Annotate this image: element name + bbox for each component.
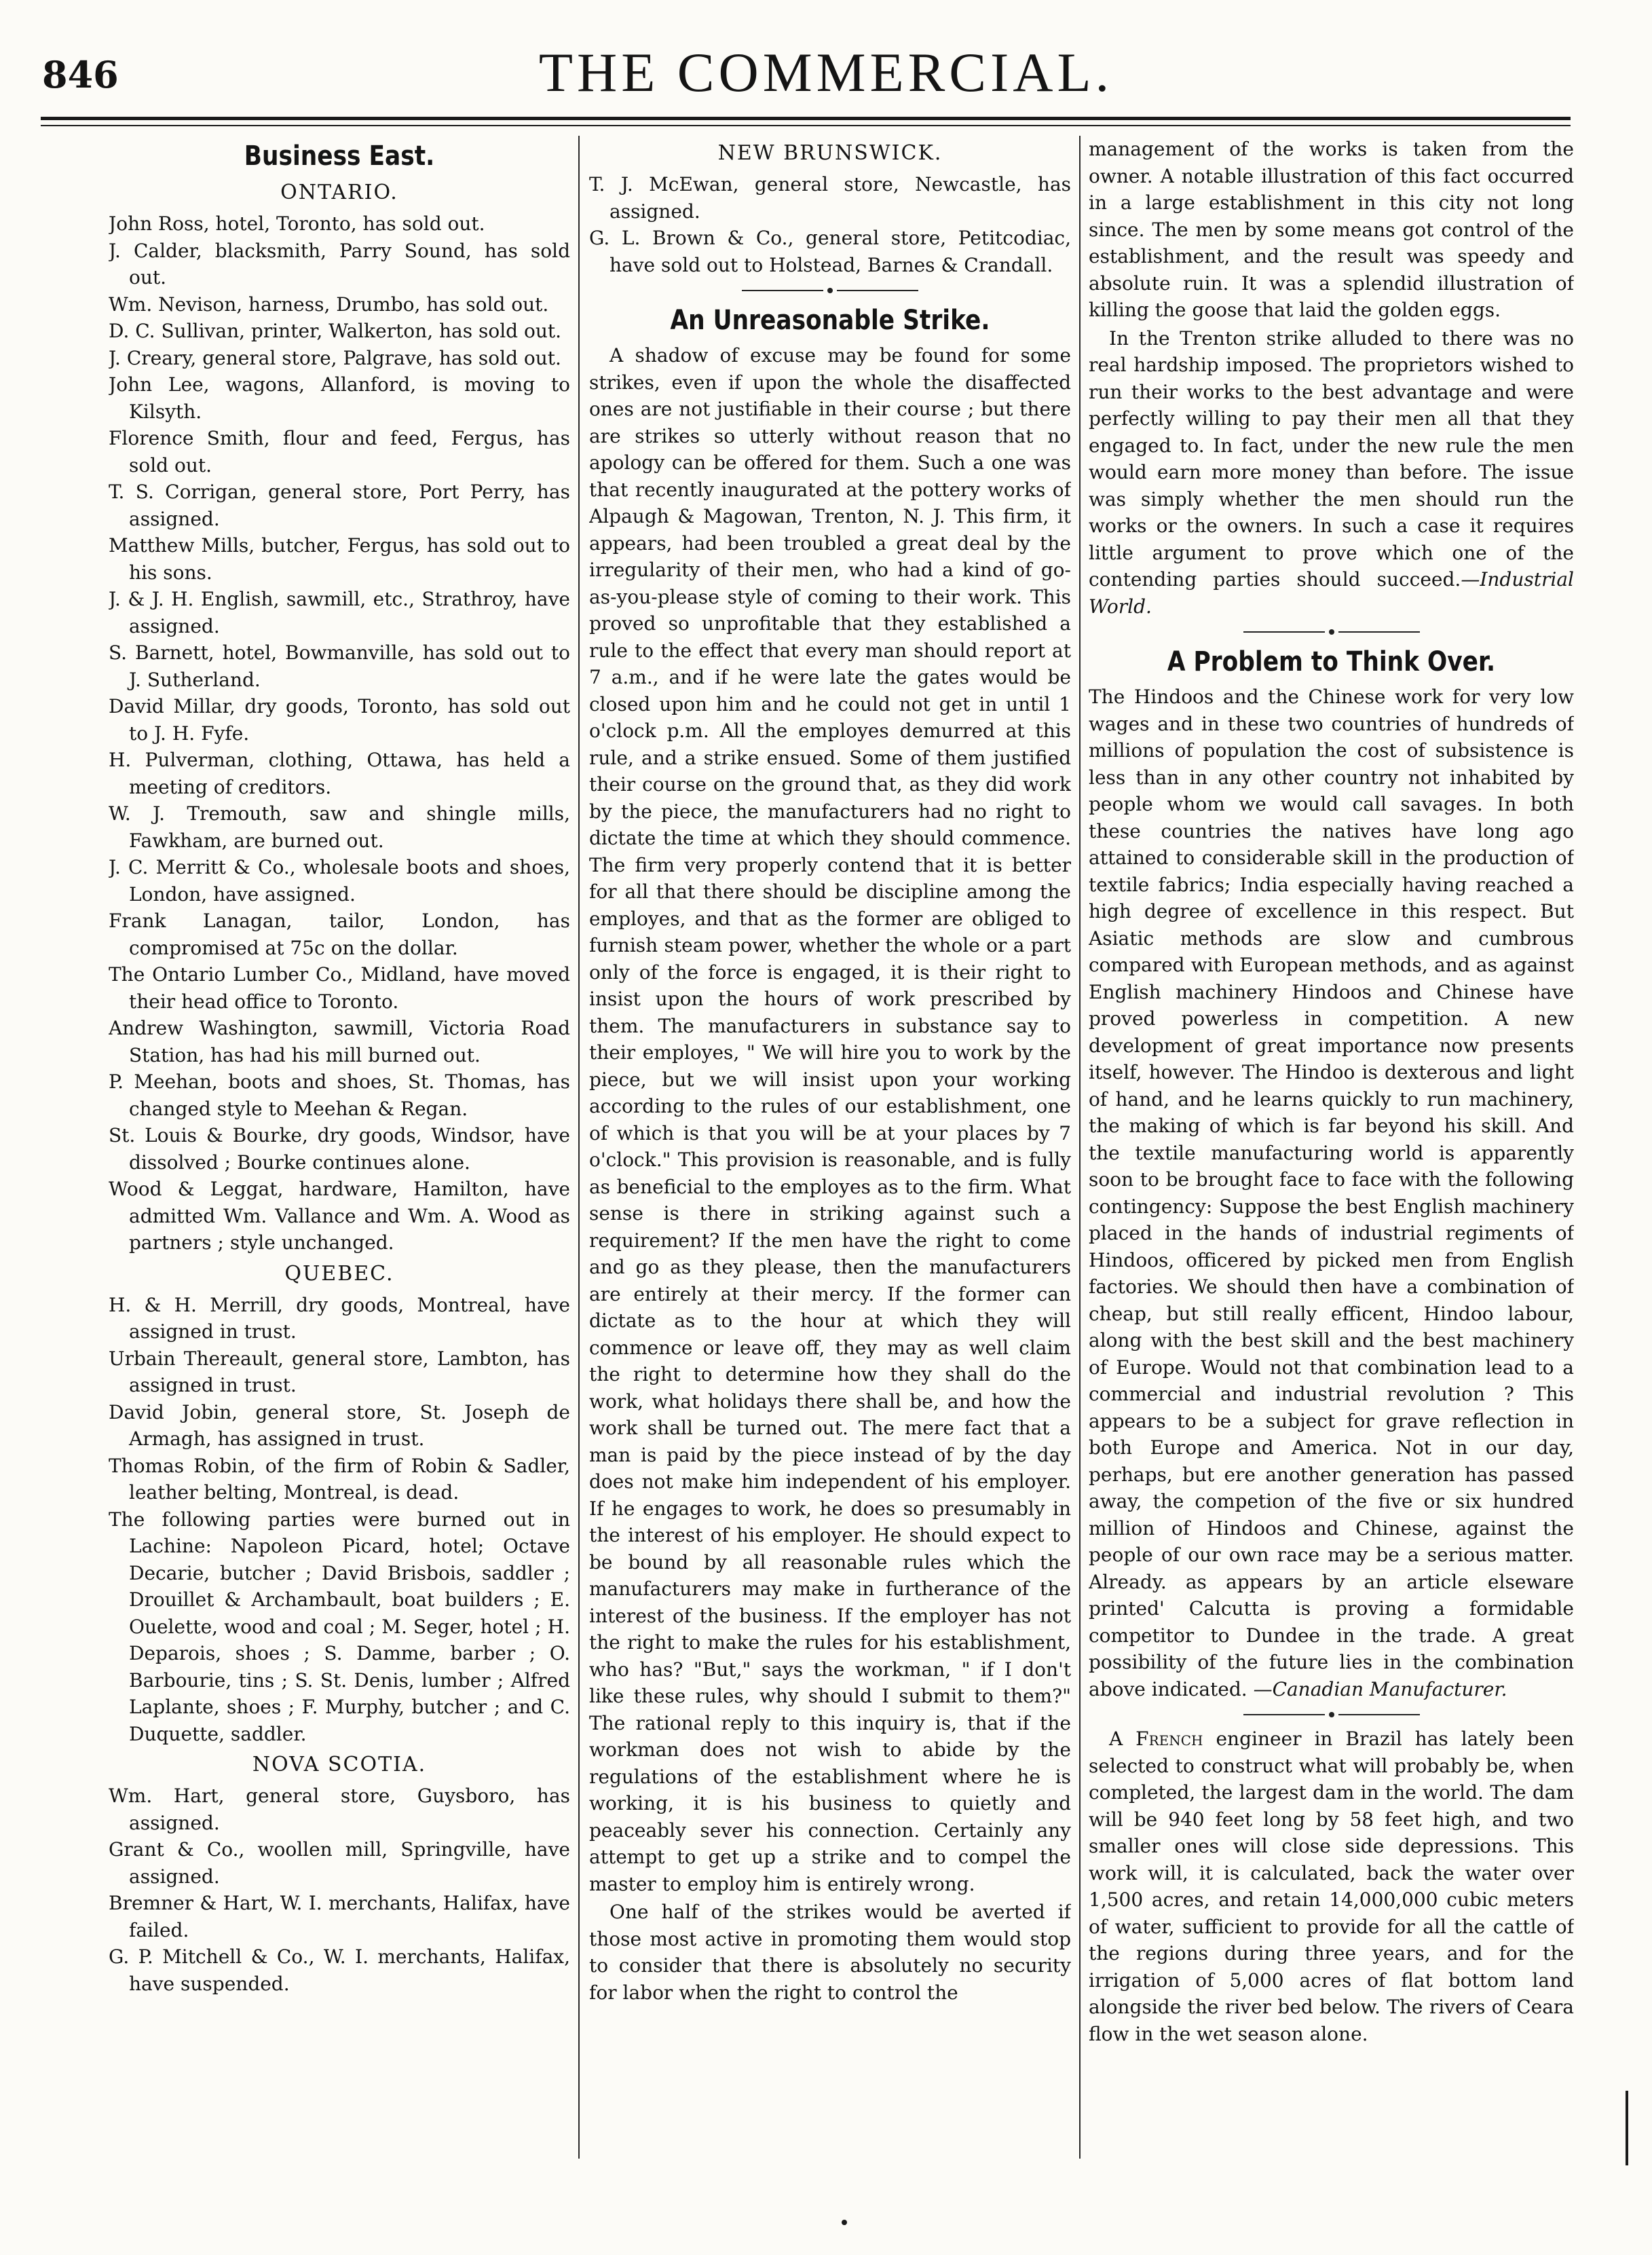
section-ornament xyxy=(1089,1707,1574,1720)
list-item: D. C. Sullivan, printer, Walkerton, has sold out. xyxy=(109,320,562,342)
list-item: T. J. McEwan, general store, Newcastle, has assigned. xyxy=(589,173,1071,223)
list-item: Wm. Nevison, harness, Drumbo, has sold out. xyxy=(109,293,549,316)
column-divider xyxy=(578,136,580,2159)
article-paragraph: management of the works is taken from the owner. A notable illustration of this fact occurred in a large establishment in this city not long since. The men by some means got control of the establishment, and the result was speedy and absolute ruin. It was a splendid illustration of killing the goose that laid the golden eggs. xyxy=(1089,138,1574,321)
article-title-unreasonable-strike: An Unreasonable Strike. xyxy=(670,305,990,336)
list-item: Wm. Hart, general store, Guysboro, has assigned. xyxy=(109,1785,570,1834)
article-title-problem: A Problem to Think Over. xyxy=(1167,646,1496,677)
article-paragraph-text: In the Trenton strike alluded to there was no real hardship imposed. The proprietors wished to run their works to the best advantage and were perfectly willing to pay their men all that they engaged to. In fact, under the new rule the men would earn more money than before. The issue was simply whether the men should run the works or the owners. In such a case it requires little argument to prove which one of the contending parties should succeed. xyxy=(1089,327,1574,591)
article-source: —Canadian Manufacturer. xyxy=(1253,1677,1507,1700)
column-right xyxy=(1089,136,1574,2186)
list-item: G. P. Mitchell & Co., W. I. merchants, Halifax, have suspended. xyxy=(109,1945,570,1995)
column-business-east xyxy=(109,136,570,2186)
subsection-nova-scotia: NOVA SCOTIA. xyxy=(252,1753,427,1776)
column-center xyxy=(589,136,1071,2186)
article-paragraph-text: The Hindoos and the Chinese work for very low wages and in these two countries of hundreds of millions of population the cost of subsistence is less than in any other country not inhabited by people whom we would call savages. In both these countries the natives have long ago attained to considerable skill in the production of textile fabrics; India especially having reached a high degree of excellence in this respect. But Asiatic methods are slow and cumbrous compared with European methods, and as against English machinery Hindoos and Chinese have proved powerless in competition. A new development of great importance now presents itself, however. The Hindoo is dexterous and light of hand, and he learns quickly to run machinery, the making of which is far beyond his skill. And the textile manufacturing world is apparently soon to be brought face to face with the following contingency: Suppose the best English machinery placed in the hands of industrial regiments of Hindoos, officered by picked men from English factories. We should then have a combination of cheap, but still really efficent, Hindoo labour, along with the best skill and the best machinery of Europe. Would not that combination lead to a commercial and industrial revolution ? This appears to be a subject for grave reflection in both Europe and America. Not in our day, perhaps, but ere another generation has passed away, the competion of the five or six hundred million of Hindoos and Chinese, against the people of our own race may be a serious matter. Already. as appears by an article elseware printed' Calcutta is proving a formidable competitor to Dundee in the trade. A great possibility of the future lies in the combination above indicated. xyxy=(1089,686,1574,1700)
masthead-rule xyxy=(41,117,1571,120)
lead-in: A French xyxy=(1109,1728,1203,1750)
list-item: The Ontario Lumber Co., Midland, have moved their head office to Toronto. xyxy=(109,963,570,1013)
list-item: G. L. Brown & Co., general store, Petitcodiac, have sold out to Holstead, Barnes & Crandall. xyxy=(589,227,1071,276)
section-title-business-east: Business East. xyxy=(244,141,435,172)
article-paragraph: One half of the strikes would be averted if those most active in promoting them would stop to consider that there is absolutely no security for labor when the right to control the xyxy=(589,1901,1071,2004)
list-item: Wood & Leggat, hardware, Hamilton, have admitted Wm. Vallance and Wm. A. Wood as partners ; style unchanged. xyxy=(109,1178,570,1254)
list-item: David Millar, dry goods, Toronto, has sold out to J. H. Fyfe. xyxy=(109,695,570,745)
list-item: Andrew Washington, sawmill, Victoria Road Station, has had his mill burned out. xyxy=(109,1017,570,1066)
list-item: Florence Smith, flour and feed, Fergus, has sold out. xyxy=(109,427,570,477)
list-item: Grant & Co., woollen mill, Springville, have assigned. xyxy=(109,1838,570,1888)
list-item: J. Calder, blacksmith, Parry Sound, has sold out. xyxy=(109,239,570,288)
column-divider xyxy=(1079,136,1081,2159)
list-item: John Ross, hotel, Toronto, has sold out. xyxy=(109,212,485,235)
list-item: Urbain Thereault, general store, Lambton, has assigned in trust. xyxy=(109,1347,570,1396)
masthead-title: THE COMMERCIAL. xyxy=(538,41,1114,103)
list-item: Thomas Robin, of the firm of Robin & Sadler, leather belting, Montreal, is dead. xyxy=(109,1454,570,1504)
list-item: S. Barnett, hotel, Bowmanville, has sold out to J. Sutherland. xyxy=(109,641,570,691)
article-paragraph xyxy=(1089,325,1574,620)
list-item: Matthew Mills, butcher, Fergus, has sold out to his sons. xyxy=(109,534,570,584)
list-item: T. S. Corrigan, general store, Port Perry, has assigned. xyxy=(109,481,570,530)
article-paragraph xyxy=(1089,1726,1574,2047)
article-source: —Industrial World. xyxy=(1089,568,1574,618)
section-ornament xyxy=(1089,624,1574,637)
list-item: Frank Lanagan, tailor, London, has compromised at 75c on the dollar. xyxy=(109,910,570,959)
list-item: Bremner & Hart, W. I. merchants, Halifax, have failed. xyxy=(109,1892,570,1941)
list-item: P. Meehan, boots and shoes, St. Thomas, has changed style to Meehan & Regan. xyxy=(109,1070,570,1120)
subsection-quebec: QUEBEC. xyxy=(284,1261,394,1286)
article-paragraph xyxy=(1089,684,1574,1702)
margin-dot xyxy=(842,2220,847,2225)
list-item: John Lee, wagons, Allanford, is moving to Kilsyth. xyxy=(109,373,570,423)
page-number: 846 xyxy=(42,53,119,96)
list-item: W. J. Tremouth, saw and shingle mills, Fawkham, are burned out. xyxy=(109,802,570,852)
list-item: St. Louis & Bourke, dry goods, Windsor, have dissolved ; Bourke continues alone. xyxy=(109,1124,570,1174)
subsection-new-brunswick: NEW BRUNSWICK. xyxy=(717,141,943,165)
list-item: H. Pulverman, clothing, Ottawa, has held a meeting of creditors. xyxy=(109,749,570,798)
list-item: J. C. Merritt & Co., wholesale boots and shoes, London, have assigned. xyxy=(109,856,570,906)
list-item: J. Creary, general store, Palgrave, has sold out. xyxy=(109,346,561,369)
list-item: J. & J. H. English, sawmill, etc., Strathroy, have assigned. xyxy=(109,588,570,637)
section-ornament xyxy=(589,282,1071,296)
article-paragraph: A shadow of excuse may be found for some strikes, even if upon the whole the disaffected ones are not justifiable in their course ; but there are strikes so utterly without reason that no apology can be offered for them. Such a one was that recently inaugurated at the pottery works of Alpaugh & Magowan, Trenton, N. J. This firm, it appears, had been troubled a great deal by the irregularity of their men, who had a kind of go-as-you-please style of coming to their work. This proved so unprofitable that they established a rule to the effect that every man should report at 7 a.m., and if he were late the gates would be closed upon him and he could not get in until 1 o'clock p.m. All the employes demurred at this rule, and a strike ensued. Some of them justified their course on the ground that, as they did work by the piece, the manufacturers had no right to dictate the time at which they should commence. The firm very properly contend that it is better for all that there should be discipline among the employes, and that as the former are obliged to furnish steam power, whether the whole or a part only of the force is engaged, it is their right to insist upon the hours of work prescribed by them. The manufacturers in substance say to their employes, " We will hire you to work by the piece, but we will insist upon your working according to the rules of our establishment, one of which is that you will be at your places by 7 o'clock." This provision is reasonable, and is fully as beneficial to the employes as to the firm. What sense is there in striking against such a requirement? If the men have the right to come and go as they please, then the manufacturers are entirely at their mercy. If the former can dictate as to the hour at which they will commence or leave off, they may as well claim the right to determine how they shall do the work, what holidays there shall be, and how the work shall be turned out. The mere fact that a man is paid by the piece instead of by the day does not make him independent of his employer. If he engages to work, he does so presumably in the interest of his employer. He should expect to be bound by all reasonable rules which the manufacturers may make in furtherance of the interest of the business. If the employer has not the right to make the rules for his establishment, who has? "But," says the workman, " if I don't like these rules, why should I submit to them?" The rational reply to this inquiry is, that if the workman does not wish to abide by the regulations of the establishment where he is working, it is his business to quietly and peaceably sever his connection. Certainly any attempt to get up a strike and to compel the master to employ him is entirely wrong. xyxy=(589,344,1071,1895)
list-item: David Jobin, general store, St. Joseph de Armagh, has assigned in trust. xyxy=(109,1400,570,1450)
masthead-rule-thin xyxy=(41,125,1571,126)
list-item: The following parties were burned out in Lachine: Napoleon Picard, hotel; Octave Decarie, butcher ; David Brisbois, saddler ; Drouillet & Archambault, boat builders ; E. Ouelette, wood and coal ; M. Seger, hotel ; H. Deparois, shoes ; S. Damme, barber ; O. Barbourie, tins ; S. St. Denis, lumber ; Alfred Laplante, shoes ; F. Murphy, butcher ; and C. Duquette, saddler. xyxy=(109,1508,570,1745)
article-paragraph-text: engineer in Brazil has lately been selected to construct what will probably be, when completed, the largest dam in the world. The dam will be 940 feet long by 58 feet high, and two smaller ones will close side depressions. This work will, it is calculated, back the water over 1,500 acres, and retain 14,000,000 cubic meters of water, sufficient to provide for all the cattle of the regions during three years, and for the irrigation of 5,000 acres of flat bottom land alongside the river bed below. The rivers of Ceara flow in the wet season alone. xyxy=(1089,1728,1574,2045)
margin-mark xyxy=(1626,2091,1628,2165)
subsection-ontario: ONTARIO. xyxy=(280,181,398,204)
list-item: H. & H. Merrill, dry goods, Montreal, have assigned in trust. xyxy=(109,1293,570,1343)
